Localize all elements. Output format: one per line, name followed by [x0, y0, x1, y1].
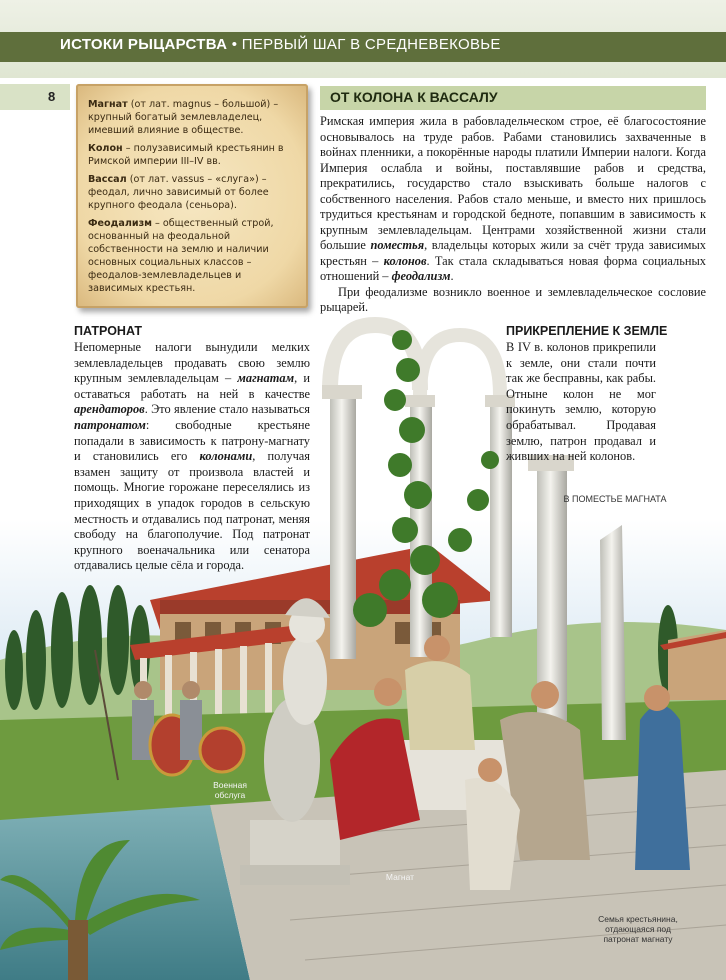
estate-caption: В ПОМЕСТЬЕ МАГНАТА: [563, 494, 667, 504]
page-number-tab: [0, 84, 70, 110]
guard-caption: Военная обслуга: [213, 780, 247, 800]
family-caption: Семья крестьянина, отдающаяся под патронат магнату: [598, 914, 678, 944]
section-paragraph: При феодализме возникло военное и землевладельческое сословие рыцарей.: [320, 284, 706, 314]
glossary-entry: Колон – полузависимый крестьянин в Римской империи III–IV вв.: [88, 143, 284, 167]
magnate-caption: Магнат: [385, 872, 415, 882]
land-text: В IV в. колонов прикрепили к земле, они стали почти так же бесправны, как рабы. Отныне колон не мог покинуть землю, которую обрабатывал. Продавая землю, патрон продавал и живших на ней колонов.: [506, 340, 656, 464]
chapter-title: ПЕРВЫЙ ШАГ В СРЕДНЕВЕКОВЬЕ: [241, 36, 501, 53]
title-separator: •: [231, 36, 238, 53]
section-title: ОТ КОЛОНА К ВАССАЛУ: [330, 89, 498, 105]
page-number: 8: [48, 89, 56, 104]
glossary-text: [88, 98, 298, 300]
section-body: [320, 114, 706, 316]
land-heading: ПРИКРЕПЛЕНИЕ К ЗЕМЛЕ: [506, 324, 668, 338]
glossary-entry: Феодализм – общественный строй, основанный на феодальной собственности на землю и наличии основных социальных классов – феодалов-землевладельцев и зависимых крестьян.: [88, 218, 274, 294]
page-header-title: [60, 36, 501, 53]
book-title: ИСТОКИ РЫЦАРСТВА: [60, 36, 228, 53]
patronat-heading: ПАТРОНАТ: [74, 324, 142, 338]
glossary-entry: Вассал (от лат. vassus – «слуга») – феодал, лично зависимый от более крупного феодала (сеньора).: [88, 174, 269, 211]
patronat-text: Непомерные налоги вынудили мелких землевладельцев продавать свою землю крупным землевладельцам – магнатам, и оставаться работать на ней в качестве арендаторов. Это явление стало называться патронатом: свободные крестьяне попадали в зависимость к патрону-магнату и становились его колонами, получая взамен защиту от произвола властей и помощь. Многие горожане переселялись из приходящих в упадок городов в сельскую местность и отдавались под патронат, меняя свободу на благополучие. Под патронат крупного военачальника или сенатора отдавались целые сёла и города.: [74, 340, 311, 573]
glossary-entry: Магнат (от лат. magnus – большой) – крупный богатый землевладелец, имевший влияние в обществе.: [88, 99, 279, 136]
section-paragraph: Римская империя жила в рабовладельческом строе, её благосостояние основывалось на труде рабов. Рабами становились захваченные в войнах пленники, а покорённые народы платили Империи налоги. Когда Империя ослабла и войны, поставлявшие рабов и средства, прекратились, государство стало взыскивать больше налогов с собственного населения. Рабов стало меньше, и вместо них пришлось трудиться крестьянам и городской бедноте, попавшим в зависимость к крупным землевладельцам. Центрами хозяйственной жизни стали большие поместья, владельцы которых жили за счёт труда зависимых крестьян – колонов. Так стала складываться новая форма социальных отношений – феодализм.: [320, 114, 707, 283]
